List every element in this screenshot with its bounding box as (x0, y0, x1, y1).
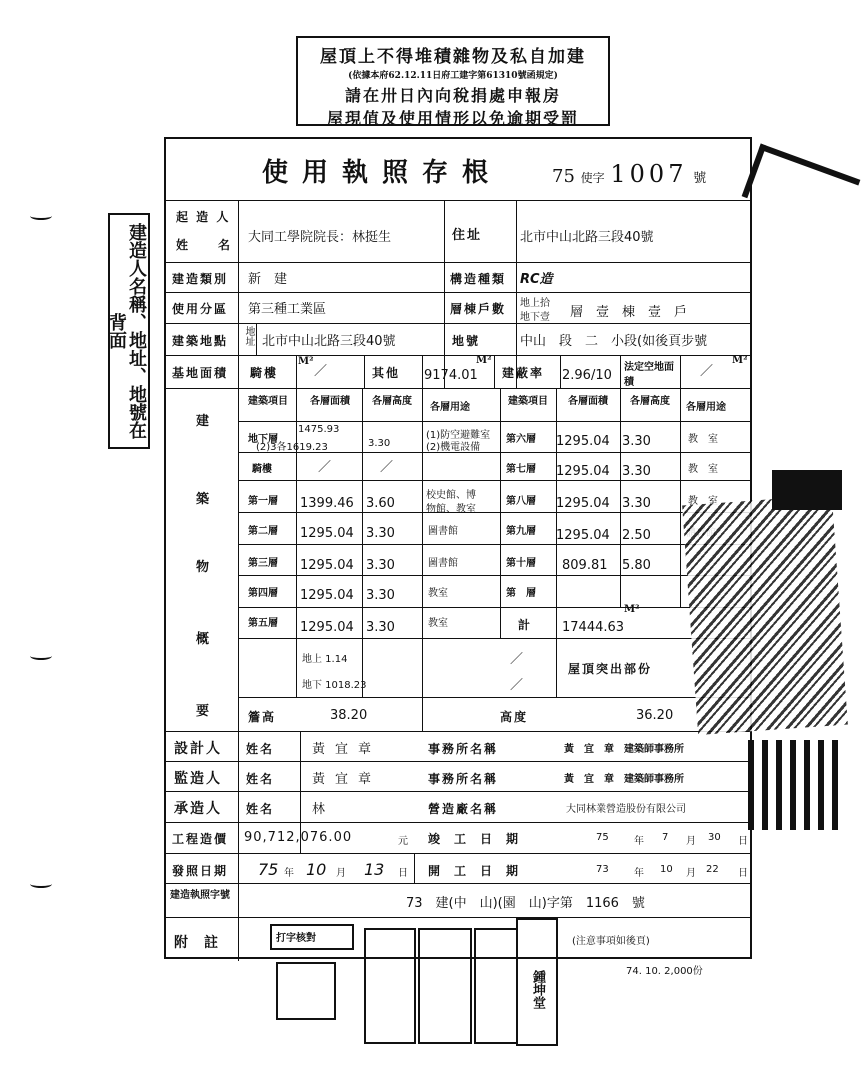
floor-use: 校史館、博 (426, 490, 476, 501)
roof-dash: ／ (510, 652, 524, 667)
col-use-right: 各層用途 (686, 402, 726, 413)
floor-name: 第十層 (506, 558, 536, 569)
rule (680, 388, 681, 607)
area-other: 9174.01 (424, 368, 478, 383)
floor-use-2: 物館、教室 (426, 504, 476, 515)
floor-name: 第三層 (248, 558, 278, 569)
rule (164, 731, 752, 732)
label-total: 計 (518, 618, 533, 632)
floor-name: 第 層 (506, 588, 536, 599)
floor-area: 1475.93 (298, 424, 340, 435)
unit-m2: M² (732, 355, 748, 366)
permit-ref: 73 建(中 山)(園 山)字第 1166 號 (406, 896, 645, 911)
floor-use: 教室 (428, 618, 448, 629)
rule (238, 638, 752, 639)
contractor-name: 林 (312, 802, 326, 817)
col-height: 各層高度 (372, 396, 412, 407)
margin-mark (30, 880, 52, 888)
rule (164, 200, 752, 201)
complete-day: 30 (708, 832, 721, 843)
rule (414, 853, 415, 883)
supervisor-office: 黃 宜 章 建築師事務所 (564, 774, 684, 785)
rule (556, 388, 557, 638)
floor-area: 1295.04 (556, 496, 610, 511)
designer-office: 黃 宜 章 建築師事務所 (564, 744, 684, 755)
floor-area: 1295.04 (556, 528, 610, 543)
col-height-right: 各層高度 (630, 396, 670, 407)
rule (238, 480, 752, 481)
col-item-right: 建築項目 (508, 396, 548, 407)
label-floors-units: 層棟戶數 (450, 302, 507, 316)
roof-notice-box (296, 36, 610, 126)
review-stamp (474, 928, 518, 1044)
label-start: 開工日期 (428, 864, 533, 878)
rule (296, 355, 297, 388)
rule (238, 512, 752, 513)
rule (556, 638, 557, 697)
permit-no: 1007 (610, 160, 688, 188)
floor-area: 1295.04 (300, 620, 354, 635)
annex-value: ／ (314, 364, 328, 379)
floor-name: 第一層 (248, 496, 278, 507)
floor-name: 第六層 (506, 434, 536, 445)
label-build-type: 建造類別 (172, 272, 229, 286)
label-coverage: 建蔽率 (502, 366, 545, 380)
rule (296, 388, 297, 697)
currency: 元 (398, 836, 408, 847)
rule (560, 355, 561, 388)
complete-year: 75 (596, 832, 609, 843)
rule (256, 323, 257, 355)
label-site: 建築地點 (172, 334, 229, 348)
label-other: 其他 (372, 366, 401, 380)
label-complete: 竣工日期 (428, 832, 533, 846)
rule (164, 388, 752, 389)
chief-stamp-name: 鍾坤堂 (530, 970, 545, 1009)
floor-name: 第四層 (248, 588, 278, 599)
roof-above: 地上 1.14 (302, 654, 348, 665)
day-char: 日 (738, 836, 748, 847)
note-reference: (注意事項如後頁) (572, 936, 650, 947)
month-char: 月 (336, 868, 346, 879)
notice-line-4: 屋現值及使用情形以免逾期受罰 (326, 109, 579, 128)
label-open-space: 法定空地面積 (624, 362, 674, 388)
label-overview-2: 築 (196, 492, 210, 507)
label-factory: 營造廠名稱 (428, 802, 499, 816)
builder-address: 北市中山北路三段40號 (520, 230, 654, 245)
structure: RC造 (520, 272, 553, 287)
issue-day: 13 (364, 860, 385, 879)
eave-height: 38.20 (330, 708, 368, 723)
floor-height: 3.30 (368, 438, 391, 449)
rule (422, 355, 423, 388)
building-height: 36.20 (636, 708, 674, 723)
floor-height: 3.30 (622, 464, 651, 479)
label-permit-ref: 建造執照字號 (170, 890, 230, 901)
floor-height: 3.30 (622, 434, 651, 449)
label-eave: 簷高 (248, 710, 277, 724)
year-char: 年 (284, 868, 294, 879)
floor-use: 教 室 (688, 464, 718, 475)
rule (164, 917, 752, 918)
col-area-right: 各層面積 (568, 396, 608, 407)
site-lot: 中山 段 二 小段(如後頁步號 (520, 334, 708, 349)
floor-name: 第七層 (506, 464, 536, 475)
rule (238, 697, 752, 698)
start-month: 10 (660, 864, 673, 875)
label-overview-1: 建 (196, 414, 210, 429)
floors-below: 地下壹 (520, 312, 550, 323)
rule (238, 575, 752, 576)
floor-area: ／ (318, 460, 332, 475)
floor-area: 809.81 (562, 558, 608, 573)
floor-height: 3.30 (622, 496, 651, 511)
label-overview-4: 概 (196, 632, 210, 647)
margin-mark (30, 652, 52, 660)
floor-height: ／ (380, 460, 394, 475)
contractor-factory: 大同林業營造股份有限公司 (566, 804, 686, 815)
col-item: 建築項目 (248, 396, 288, 407)
unit-m2: M² (624, 604, 640, 615)
floor-use: 教 室 (688, 496, 718, 507)
label-name: 姓名 (246, 802, 275, 816)
start-year: 73 (596, 864, 609, 875)
label-attachment: 附註 (174, 935, 234, 951)
col-area: 各層面積 (310, 396, 350, 407)
floor-name: 第五層 (248, 618, 278, 629)
label-site-area: 基地面積 (172, 366, 229, 380)
floor-height: 5.80 (622, 558, 651, 573)
label-builder-2: 姓 名 (176, 238, 233, 252)
floor-area-2: (2)3各1619.23 (256, 442, 328, 453)
cost-value: 90,712,076.00 (244, 830, 353, 845)
label-name: 姓名 (246, 772, 275, 786)
rule (238, 421, 752, 422)
rule (444, 200, 445, 388)
total-area: 17444.63 (562, 620, 625, 635)
rule (620, 355, 621, 388)
rule (516, 200, 517, 388)
rule (164, 791, 752, 792)
review-stamp (364, 928, 416, 1044)
permit-year: 75 (552, 166, 575, 187)
supervisor-name: 黃宜章 (312, 772, 382, 787)
rule (164, 822, 752, 823)
issue-year: 75 (258, 860, 279, 879)
rule (422, 388, 423, 731)
label-typist: 打字核對 (276, 933, 316, 944)
floor-use: 教 室 (688, 434, 718, 445)
rule (164, 761, 752, 762)
rule (164, 883, 752, 884)
floor-use-2: (2)機電設備 (426, 442, 481, 453)
label-builder-1: 起 造 人 (176, 210, 231, 224)
start-day: 22 (706, 864, 719, 875)
unit-m2: M² (298, 356, 314, 367)
build-type: 新 建 (248, 272, 288, 287)
rule (238, 200, 239, 961)
label-designer: 設計人 (174, 741, 222, 757)
day-char: 日 (398, 868, 408, 879)
scan-noise (772, 470, 842, 510)
margin-mark (30, 212, 52, 220)
rule (164, 355, 752, 356)
builder-name: 大同工學院院長：林挺生 (248, 230, 392, 245)
side-note: 建造人名稱、地址、地號在背面 (108, 213, 150, 449)
footer-print: 74. 10. 2,000份 (626, 966, 703, 977)
month-char: 月 (686, 836, 696, 847)
permit-number (552, 160, 706, 188)
zoning: 第三種工業區 (248, 302, 327, 317)
floor-area: 1295.04 (300, 558, 354, 573)
label-contractor: 承造人 (174, 801, 222, 817)
permit-suffix: 號 (693, 171, 707, 186)
label-annex: 騎樓 (250, 366, 279, 380)
rule (362, 388, 363, 697)
label-issue: 發照日期 (172, 864, 229, 878)
notice-line-3: 請在卅日內向稅捐處申報房 (344, 86, 561, 105)
floor-height: 3.30 (366, 558, 395, 573)
floor-area: 1295.04 (556, 434, 610, 449)
floor-use: 教室 (428, 588, 448, 599)
scan-noise (742, 144, 861, 233)
label-office: 事務所名稱 (428, 772, 499, 786)
label-overview-5: 要 (196, 704, 210, 719)
seal-stamp (276, 962, 336, 1020)
label-overview-3: 物 (196, 560, 210, 575)
floor-name: 地下層 (248, 434, 278, 445)
site-address: 北市中山北路三段40號 (262, 334, 396, 349)
floor-name: 第八層 (506, 496, 536, 507)
label-address: 住址 (452, 228, 483, 243)
month-char: 月 (686, 868, 696, 879)
roof-below: 地下 1018.23 (302, 680, 367, 691)
label-structure: 構造種類 (450, 272, 507, 286)
floors-units: 層 壹 棟 壹 戶 (570, 305, 688, 320)
floor-height: 3.30 (366, 526, 395, 541)
floor-area: 1399.46 (300, 496, 354, 511)
label-roof-protrude: 屋頂突出部份 (568, 662, 653, 676)
rule (164, 262, 752, 263)
review-stamp (418, 928, 472, 1044)
rule (238, 607, 752, 608)
floor-height: 3.60 (366, 496, 395, 511)
rule (500, 388, 501, 638)
label-site-addr: 地址 (243, 326, 254, 346)
roof-dash: ／ (510, 678, 524, 693)
label-height: 高度 (500, 710, 529, 724)
rule (494, 355, 495, 388)
floor-area: 1295.04 (300, 588, 354, 603)
rule (238, 544, 752, 545)
floor-height: 3.30 (366, 588, 395, 603)
floor-area: 1295.04 (556, 464, 610, 479)
rule (620, 388, 621, 607)
year-char: 年 (634, 836, 644, 847)
rule (680, 355, 681, 388)
complete-month: 7 (662, 832, 669, 843)
rule (164, 292, 752, 293)
floor-height: 2.50 (622, 528, 651, 543)
floor-use: 圖書館 (428, 558, 458, 569)
scan-noise (682, 495, 848, 735)
issue-month: 10 (306, 860, 327, 879)
permit-word: 使字 (580, 171, 605, 185)
form-title: 使用執照存根 (262, 158, 503, 188)
rule (364, 355, 365, 388)
label-supervisor: 監造人 (174, 771, 222, 787)
label-office: 事務所名稱 (428, 742, 499, 756)
unit-m2: M² (476, 355, 492, 366)
floors-above: 地上拾 (520, 298, 550, 309)
day-char: 日 (738, 868, 748, 879)
notice-line-2: (依據本府62.12.11日府工建字第61310號函規定) (348, 71, 558, 81)
label-site-lot: 地號 (452, 334, 481, 348)
floor-area: 1295.04 (300, 526, 354, 541)
floor-use: (1)防空避難室 (426, 430, 491, 441)
label-cost: 工程造價 (172, 832, 229, 846)
floor-name: 騎樓 (252, 464, 272, 475)
floor-name: 第二層 (248, 526, 278, 537)
floor-name: 第九層 (506, 526, 536, 537)
rule (164, 323, 752, 324)
floor-use: 圖書館 (428, 526, 458, 537)
designer-name: 黃宜章 (312, 742, 382, 757)
label-zoning: 使用分區 (172, 302, 229, 316)
year-char: 年 (634, 868, 644, 879)
open-space-value: ／ (700, 364, 714, 379)
notice-line-1: 屋頂上不得堆積雜物及私自加建 (320, 47, 586, 67)
coverage: 2.96/10 (562, 368, 612, 383)
floor-height: 3.30 (366, 620, 395, 635)
scan-noise (748, 740, 838, 830)
rule (164, 853, 752, 854)
label-name: 姓名 (246, 742, 275, 756)
col-use: 各層用途 (430, 402, 470, 413)
